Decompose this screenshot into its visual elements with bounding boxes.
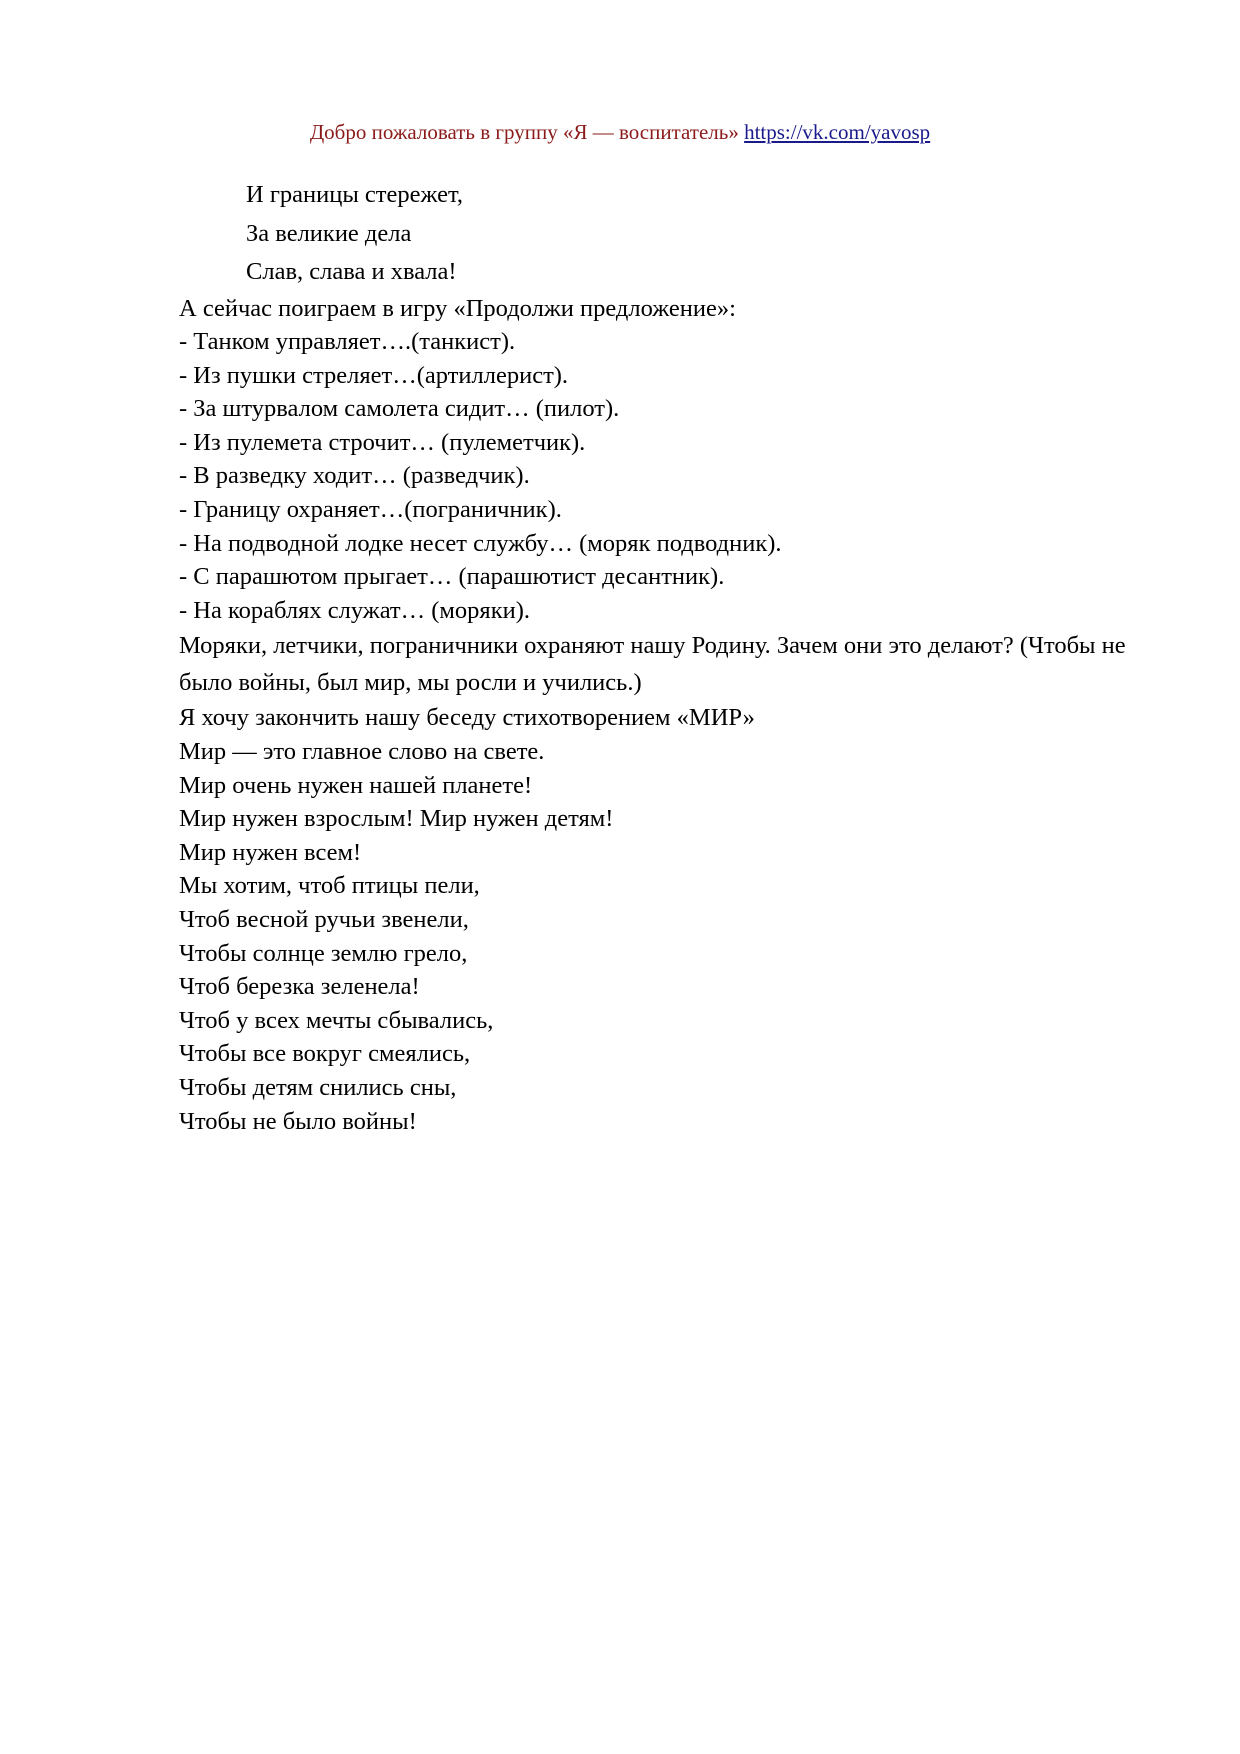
game-item: - Из пулемета строчит… (пулеметчик).	[179, 428, 586, 456]
poem-line: Чтобы детям снились сны,	[179, 1073, 457, 1101]
game-list	[179, 325, 1159, 627]
poem	[179, 735, 1159, 1138]
game-item: - Из пушки стреляет…(артиллерист).	[179, 361, 569, 389]
verse-line: И границы стережет,	[246, 181, 463, 208]
game-intro: А сейчас поиграем в игру «Продолжи предложение»:	[179, 294, 736, 322]
page-header	[0, 119, 1240, 145]
game-item: - В разведку ходит… (разведчик).	[179, 462, 530, 490]
poem-line: Мир нужен всем!	[179, 838, 362, 866]
poem-line: Чтобы не было войны!	[179, 1107, 417, 1135]
game-item: - С парашютом прыгает… (парашютист десантник).	[179, 563, 725, 591]
game-item: - Танком управляет….(танкист).	[179, 328, 516, 356]
game-item: - Границу охраняет…(пограничник).	[179, 496, 562, 524]
poem-line: Мир — это главное слово на свете.	[179, 738, 545, 766]
question-paragraph: Моряки, летчики, пограничники охраняют нашу Родину. Зачем они это делают? (Чтобы не было войны, был мир, мы росли и учились.)	[179, 632, 1126, 697]
poem-line: Чтоб березка зеленела!	[179, 973, 420, 1001]
poem-line: Чтоб у всех мечты сбывались,	[179, 1006, 494, 1034]
opening-verse	[179, 176, 1159, 292]
game-item: - На подводной лодке несет службу… (моряк подводник).	[179, 529, 782, 557]
poem-line: Мир нужен взрослым! Мир нужен детям!	[179, 805, 614, 833]
welcome-text: Добро пожаловать в группу «Я — воспитатель»	[309, 120, 739, 144]
poem-line: Мир очень нужен нашей планете!	[179, 771, 533, 799]
group-link[interactable]: https://vk.com/yavosp	[744, 120, 931, 144]
game-item: - На кораблях служат… (моряки).	[179, 596, 530, 624]
poem-line: Чтобы солнце землю грело,	[179, 939, 468, 967]
poem-intro: Я хочу закончить нашу беседу стихотворением «МИР»	[179, 704, 755, 732]
verse-line: За великие дела	[246, 219, 412, 247]
verse-line: Слав, слава и хвала!	[246, 258, 457, 285]
poem-line: Мы хотим, чтоб птицы пели,	[179, 872, 480, 900]
game-item: - За штурвалом самолета сидит… (пилот).	[179, 395, 620, 423]
document-body	[179, 176, 1159, 1138]
poem-line: Чтобы все вокруг смеялись,	[179, 1040, 471, 1068]
poem-line: Чтоб весной ручьи звенели,	[179, 906, 469, 933]
